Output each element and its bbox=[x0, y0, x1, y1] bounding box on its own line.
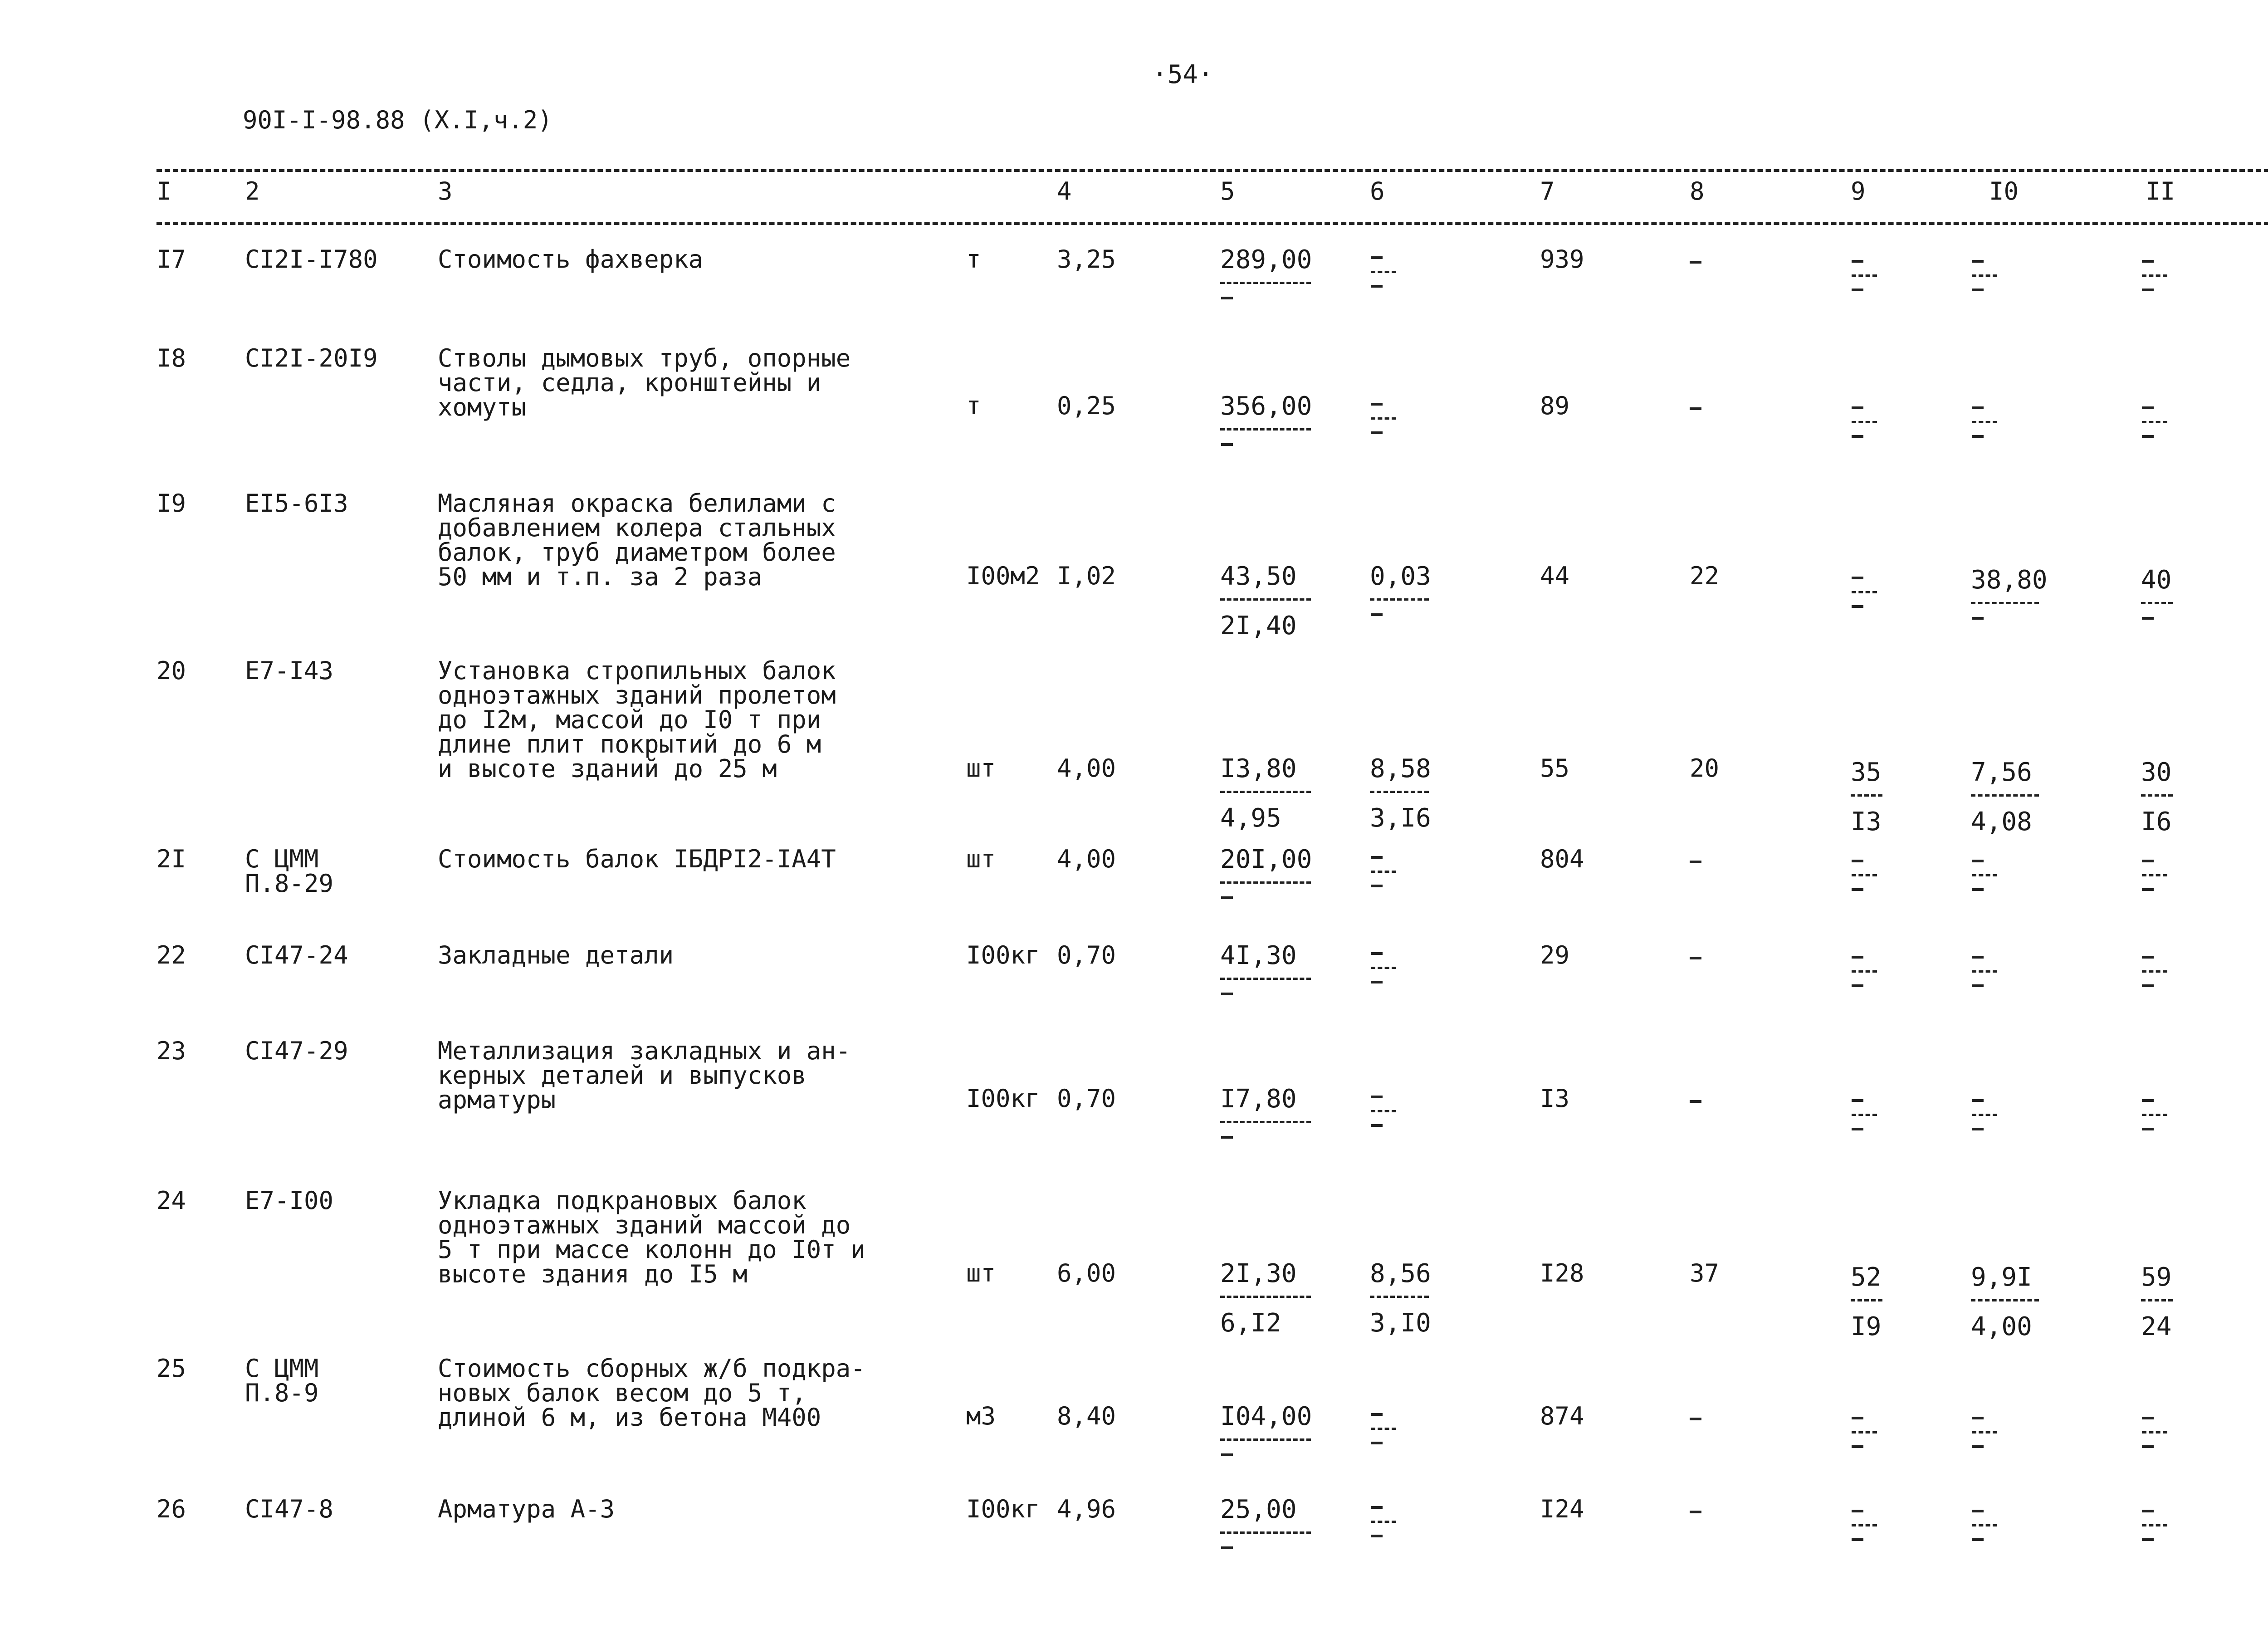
dash-bottom bbox=[1221, 1546, 1233, 1549]
fraction-c10 bbox=[1971, 760, 2039, 835]
fraction-bar bbox=[1972, 874, 1997, 876]
row-number: 2I bbox=[156, 845, 186, 873]
fraction-c10 bbox=[1971, 851, 2039, 891]
row-unit: I00кг bbox=[966, 941, 1040, 969]
col-header-5: 5 bbox=[1220, 177, 1235, 205]
fraction-c6 bbox=[1370, 847, 1429, 887]
fraction-c9 bbox=[1851, 1408, 1882, 1448]
value-bottom: I6 bbox=[2141, 807, 2172, 837]
dash-bottom bbox=[2142, 1538, 2154, 1541]
fraction-c5 bbox=[1220, 1497, 1311, 1549]
fraction-bar bbox=[1371, 1110, 1396, 1112]
value-top: 43,50 bbox=[1220, 562, 1297, 591]
dash-top bbox=[1371, 856, 1383, 859]
row-unit: шт bbox=[966, 754, 996, 783]
dash-bottom bbox=[1972, 984, 1984, 987]
fraction-c5 bbox=[1220, 247, 1311, 299]
fraction-bar bbox=[1971, 794, 2039, 797]
fraction-c10 bbox=[1971, 397, 2039, 438]
fraction-bar bbox=[1852, 874, 1877, 876]
row-col7: 874 bbox=[1540, 1402, 1584, 1430]
dash-bottom bbox=[1852, 1445, 1863, 1448]
dash-top bbox=[2142, 956, 2154, 959]
dash-top bbox=[1852, 1417, 1863, 1419]
fraction-c6 bbox=[1370, 1497, 1429, 1537]
row-code: CI47-24 bbox=[245, 941, 348, 969]
row-number: 23 bbox=[156, 1037, 186, 1065]
table-header-rule bbox=[156, 222, 2268, 225]
fraction-bar bbox=[1220, 791, 1311, 793]
value-top: 40 bbox=[2141, 565, 2172, 595]
fraction-c10 bbox=[1971, 947, 2039, 987]
fraction-c11 bbox=[2141, 251, 2173, 291]
dash-top bbox=[1371, 1096, 1383, 1098]
row-description: Стволы дымовых труб, опорные части, седла, кронштейны и хомуты bbox=[438, 344, 851, 421]
dash-bottom bbox=[1972, 1445, 1984, 1448]
dash-top bbox=[2142, 1099, 2154, 1102]
fraction-bar bbox=[1852, 274, 1877, 277]
value-bottom: 4,08 bbox=[1971, 807, 2032, 837]
fraction-c6 bbox=[1370, 394, 1429, 434]
row-col8: 37 bbox=[1690, 1259, 1720, 1287]
fraction-bar bbox=[1851, 794, 1882, 797]
dash-bottom bbox=[1972, 888, 1984, 891]
dash-bottom bbox=[1221, 993, 1233, 995]
fraction-bar bbox=[1852, 970, 1877, 973]
fraction-c6 bbox=[1370, 1404, 1429, 1444]
row-col7: 29 bbox=[1540, 941, 1570, 969]
value-top: 59 bbox=[2141, 1262, 2172, 1292]
fraction-c11 bbox=[2141, 947, 2173, 987]
fraction-c5 bbox=[1220, 564, 1311, 639]
row-quantity: 0,70 bbox=[1057, 1084, 1116, 1113]
value-top: I04,00 bbox=[1220, 1402, 1312, 1431]
fraction-c10 bbox=[1971, 565, 2048, 620]
value-top: I3,80 bbox=[1220, 754, 1297, 783]
row-number: 26 bbox=[156, 1495, 186, 1523]
fraction-c11 bbox=[2141, 851, 2173, 891]
dash-bottom bbox=[1371, 1124, 1383, 1127]
dash-top bbox=[1972, 1417, 1984, 1419]
fraction-bar bbox=[2141, 602, 2173, 604]
fraction-c5 bbox=[1220, 943, 1311, 995]
fraction-c11 bbox=[2141, 1408, 2173, 1448]
fraction-bar bbox=[1971, 1299, 2039, 1301]
value-bottom: 4,95 bbox=[1220, 803, 1281, 833]
dash-top bbox=[2142, 260, 2154, 263]
fraction-c10 bbox=[1971, 1090, 2039, 1130]
fraction-c5 bbox=[1220, 1261, 1311, 1336]
fraction-c9 bbox=[1851, 1090, 1882, 1130]
dash-bottom bbox=[2142, 984, 2154, 987]
dash-bottom bbox=[1371, 885, 1383, 887]
row-description: Установка стропильных балок одноэтажных зданий пролетом до I2м, массой до I0 т при длине плит покрытий до 6 м и высоте зданий до 25 м bbox=[438, 656, 836, 783]
dash-bottom bbox=[1221, 297, 1233, 299]
dash-top bbox=[1371, 403, 1383, 406]
row-quantity: 3,25 bbox=[1057, 245, 1116, 274]
row-unit: м3 bbox=[966, 1402, 996, 1430]
value-top: 7,56 bbox=[1971, 758, 2032, 787]
fraction-c9 bbox=[1851, 1262, 1882, 1341]
dash-bottom bbox=[1852, 289, 1863, 291]
fraction-bar bbox=[1972, 1431, 1997, 1433]
col-header-8: 8 bbox=[1690, 177, 1705, 205]
fraction-c11 bbox=[2141, 760, 2173, 835]
fraction-bar bbox=[1220, 1531, 1311, 1534]
dash-bottom bbox=[1972, 1538, 1984, 1541]
row-quantity: 4,96 bbox=[1057, 1495, 1116, 1523]
fraction-bar bbox=[1852, 1114, 1877, 1116]
dash-bottom bbox=[1371, 1442, 1383, 1444]
value-top: 8,56 bbox=[1370, 1259, 1431, 1288]
dash-bottom bbox=[1221, 1453, 1233, 1456]
row-col8-dash bbox=[1690, 1100, 1701, 1103]
value-top: 9,9I bbox=[1971, 1262, 2032, 1292]
row-code: CI47-29 bbox=[245, 1037, 348, 1065]
row-col7: 89 bbox=[1540, 391, 1570, 420]
fraction-bar bbox=[1220, 978, 1311, 980]
dash-bottom bbox=[1852, 984, 1863, 987]
row-unit: шт bbox=[966, 845, 996, 873]
fraction-c6 bbox=[1370, 1086, 1429, 1127]
row-code: EI5-6I3 bbox=[245, 489, 348, 518]
fraction-bar bbox=[1220, 1438, 1311, 1441]
dash-bottom bbox=[2142, 617, 2154, 620]
dash-bottom bbox=[1371, 285, 1383, 288]
fraction-c9 bbox=[1851, 251, 1882, 291]
row-description: Стоимость сборных ж/б подкра- новых балок весом до 5 т, длиной 6 м, из бетона М400 bbox=[438, 1354, 865, 1432]
page-number: ·54· bbox=[1152, 60, 1213, 89]
row-description: Стоимость фахверка bbox=[438, 245, 704, 274]
row-unit: I00м2 bbox=[966, 562, 1040, 590]
fraction-c6 bbox=[1370, 1261, 1429, 1336]
dash-top bbox=[1852, 1099, 1863, 1102]
fraction-bar bbox=[1220, 881, 1311, 884]
fraction-bar bbox=[2142, 1431, 2167, 1433]
value-top: 35 bbox=[1851, 758, 1882, 787]
dash-top bbox=[1852, 577, 1863, 579]
row-unit: I00кг bbox=[966, 1084, 1040, 1113]
fraction-c9 bbox=[1851, 397, 1882, 438]
value-top: 25,00 bbox=[1220, 1495, 1297, 1524]
row-description: Масляная окраска белилами с добавлением колера стальных балок, труб диаметром более 50 мм и т.п. за 2 раза bbox=[438, 489, 836, 591]
row-col8-dash bbox=[1690, 261, 1701, 264]
dash-bottom bbox=[1221, 443, 1233, 446]
value-top: 289,00 bbox=[1220, 245, 1312, 274]
fraction-bar bbox=[1371, 967, 1396, 969]
dash-bottom bbox=[2142, 888, 2154, 891]
row-code: CI2I-20I9 bbox=[245, 344, 378, 372]
row-quantity: I,02 bbox=[1057, 562, 1116, 590]
dash-top bbox=[1972, 1510, 1984, 1512]
row-col7: 804 bbox=[1540, 845, 1584, 873]
dash-top bbox=[1972, 260, 1984, 263]
fraction-c5 bbox=[1220, 756, 1311, 831]
dash-top bbox=[1371, 1413, 1383, 1416]
fraction-c11 bbox=[2141, 567, 2173, 620]
dash-bottom bbox=[1852, 435, 1863, 438]
dash-top bbox=[1371, 256, 1383, 259]
dash-bottom bbox=[2142, 435, 2154, 438]
dash-bottom bbox=[1221, 1136, 1233, 1139]
row-col7: I28 bbox=[1540, 1259, 1584, 1287]
table-top-rule bbox=[156, 169, 2268, 172]
fraction-bar bbox=[2141, 794, 2173, 797]
dash-bottom bbox=[1852, 605, 1863, 608]
fraction-bar bbox=[1371, 417, 1396, 420]
row-unit: I00кг bbox=[966, 1495, 1040, 1523]
col-header-1: I bbox=[156, 177, 171, 205]
dash-bottom bbox=[1371, 613, 1383, 616]
value-bottom: 6,I2 bbox=[1220, 1308, 1281, 1338]
dash-top bbox=[2142, 860, 2154, 862]
value-bottom: 2I,40 bbox=[1220, 611, 1297, 641]
dash-top bbox=[2142, 1417, 2154, 1419]
fraction-c11 bbox=[2141, 1090, 2173, 1130]
dash-top bbox=[1852, 260, 1863, 263]
dash-bottom bbox=[1852, 1128, 1863, 1130]
fraction-bar bbox=[1971, 602, 2039, 604]
fraction-bar bbox=[1972, 1114, 1997, 1116]
dash-top bbox=[1371, 1506, 1383, 1509]
row-unit: шт bbox=[966, 1259, 996, 1287]
fraction-bar bbox=[1972, 970, 1997, 973]
row-col7: 55 bbox=[1540, 754, 1570, 783]
fraction-bar bbox=[2142, 421, 2167, 423]
fraction-bar bbox=[1852, 1431, 1877, 1433]
value-bottom: I3 bbox=[1851, 807, 1882, 837]
row-unit: т bbox=[966, 245, 981, 274]
value-top: I7,80 bbox=[1220, 1084, 1297, 1114]
dash-bottom bbox=[1371, 981, 1383, 983]
row-col8-dash bbox=[1690, 1418, 1701, 1420]
row-col8-dash bbox=[1690, 957, 1701, 959]
fraction-c5 bbox=[1220, 1404, 1311, 1456]
fraction-bar bbox=[1972, 1524, 1997, 1526]
row-number: 20 bbox=[156, 656, 186, 685]
fraction-c6 bbox=[1370, 247, 1429, 288]
col-header-2: 2 bbox=[245, 177, 260, 205]
row-code: CI2I-I780 bbox=[245, 245, 378, 274]
fraction-c6 bbox=[1370, 756, 1429, 831]
dash-bottom bbox=[1972, 289, 1984, 291]
row-quantity: 4,00 bbox=[1057, 754, 1116, 783]
dash-bottom bbox=[1221, 896, 1233, 899]
fraction-bar bbox=[1220, 1121, 1311, 1123]
value-top: 52 bbox=[1851, 1262, 1882, 1292]
fraction-c9 bbox=[1851, 760, 1882, 835]
value-bottom: 3,I0 bbox=[1370, 1308, 1431, 1338]
dash-bottom bbox=[1972, 1128, 1984, 1130]
row-quantity: 4,00 bbox=[1057, 845, 1116, 873]
fraction-c10 bbox=[1971, 1501, 2039, 1541]
row-number: I9 bbox=[156, 489, 186, 518]
row-col8-dash bbox=[1690, 861, 1701, 863]
col-header-6: 6 bbox=[1370, 177, 1385, 205]
dash-top bbox=[1972, 1099, 1984, 1102]
col-header-3: 3 bbox=[438, 177, 453, 205]
row-description: Арматура А-3 bbox=[438, 1495, 615, 1523]
col-header-4: 4 bbox=[1057, 177, 1072, 205]
fraction-bar bbox=[2142, 274, 2167, 277]
value-top: 2I,30 bbox=[1220, 1259, 1297, 1288]
col-header-7: 7 bbox=[1540, 177, 1555, 205]
value-top: 20I,00 bbox=[1220, 845, 1312, 874]
fraction-bar bbox=[1220, 598, 1311, 601]
fraction-bar bbox=[2142, 874, 2167, 876]
dash-top bbox=[1972, 860, 1984, 862]
fraction-c5 bbox=[1220, 1086, 1311, 1139]
fraction-bar bbox=[1851, 1299, 1882, 1301]
fraction-bar bbox=[1371, 1428, 1396, 1430]
fraction-bar bbox=[2141, 1299, 2173, 1301]
value-bottom: 3,I6 bbox=[1370, 803, 1431, 833]
dash-top bbox=[1852, 860, 1863, 862]
fraction-bar bbox=[1220, 282, 1311, 284]
row-description: Стоимость балок IБДРI2-IA4Т bbox=[438, 845, 836, 873]
value-top: 0,03 bbox=[1370, 562, 1431, 591]
fraction-bar bbox=[1220, 428, 1311, 431]
fraction-c9 bbox=[1851, 567, 1882, 608]
row-description: Металлизация закладных и ан- керных деталей и выпусков арматуры bbox=[438, 1037, 851, 1114]
fraction-c5 bbox=[1220, 391, 1312, 446]
value-top: 356,00 bbox=[1220, 391, 1312, 421]
row-quantity: 0,25 bbox=[1057, 391, 1116, 420]
document-code: 90I-I-98.88 (X.I,ч.2) bbox=[243, 106, 552, 134]
dash-top bbox=[2142, 1510, 2154, 1512]
fraction-bar bbox=[2142, 1114, 2167, 1116]
fraction-c10 bbox=[1971, 1408, 2039, 1448]
row-number: 24 bbox=[156, 1186, 186, 1215]
value-bottom: I9 bbox=[1851, 1312, 1882, 1341]
fraction-c9 bbox=[1851, 851, 1882, 891]
row-code: CI47-8 bbox=[245, 1495, 334, 1523]
fraction-bar bbox=[1370, 791, 1429, 793]
fraction-c11 bbox=[2141, 397, 2173, 438]
dash-top bbox=[1972, 956, 1984, 959]
fraction-c5 bbox=[1220, 847, 1311, 899]
row-number: 22 bbox=[156, 941, 186, 969]
fraction-bar bbox=[1220, 1296, 1311, 1298]
dash-top bbox=[2142, 406, 2154, 409]
fraction-c10 bbox=[1971, 1262, 2039, 1341]
dash-bottom bbox=[1972, 617, 1984, 620]
row-col7: 44 bbox=[1540, 562, 1570, 590]
row-code: E7-I43 bbox=[245, 656, 334, 685]
dash-top bbox=[1972, 406, 1984, 409]
fraction-c9 bbox=[1851, 947, 1882, 987]
dash-bottom bbox=[1852, 888, 1863, 891]
fraction-bar bbox=[1852, 591, 1877, 593]
row-code: С ЦММ П.8-29 bbox=[245, 845, 334, 898]
dash-bottom bbox=[2142, 1445, 2154, 1448]
dash-bottom bbox=[1371, 431, 1383, 434]
value-bottom: 24 bbox=[2141, 1312, 2172, 1341]
row-number: 25 bbox=[156, 1354, 186, 1383]
value-top: 4I,30 bbox=[1220, 941, 1297, 970]
fraction-bar bbox=[1972, 274, 1997, 277]
fraction-c11 bbox=[2141, 1262, 2173, 1341]
row-number: I7 bbox=[156, 245, 186, 274]
row-number: I8 bbox=[156, 344, 186, 372]
dash-bottom bbox=[2142, 1128, 2154, 1130]
row-unit: т bbox=[966, 391, 981, 420]
fraction-bar bbox=[1852, 421, 1877, 423]
col-header-11: II bbox=[2146, 177, 2175, 205]
row-col8-dash bbox=[1690, 1511, 1701, 1513]
dash-bottom bbox=[1371, 1535, 1383, 1537]
row-col7: I3 bbox=[1540, 1084, 1570, 1113]
row-quantity: 8,40 bbox=[1057, 1402, 1116, 1430]
dash-top bbox=[1852, 406, 1863, 409]
row-col8: 22 bbox=[1690, 562, 1720, 590]
fraction-c6 bbox=[1370, 564, 1429, 616]
fraction-c11 bbox=[2141, 1501, 2173, 1541]
fraction-bar bbox=[1371, 271, 1396, 273]
dash-top bbox=[1852, 1510, 1863, 1512]
dash-bottom bbox=[1852, 1538, 1863, 1541]
row-code: С ЦММ П.8-9 bbox=[245, 1354, 319, 1407]
row-col7: I24 bbox=[1540, 1495, 1584, 1523]
fraction-bar bbox=[1371, 871, 1396, 873]
row-quantity: 0,70 bbox=[1057, 941, 1116, 969]
col-header-9: 9 bbox=[1851, 177, 1866, 205]
fraction-bar bbox=[2142, 970, 2167, 973]
fraction-c10 bbox=[1971, 251, 2039, 291]
col-header-10: I0 bbox=[1989, 177, 2019, 205]
dash-top bbox=[1371, 952, 1383, 955]
value-bottom: 4,00 bbox=[1971, 1312, 2032, 1341]
value-top: 8,58 bbox=[1370, 754, 1431, 783]
value-top: 30 bbox=[2141, 758, 2172, 787]
fraction-bar bbox=[1370, 598, 1429, 601]
row-code: E7-I00 bbox=[245, 1186, 334, 1215]
dash-bottom bbox=[1972, 435, 1984, 438]
fraction-bar bbox=[2142, 1524, 2167, 1526]
row-description: Закладные детали bbox=[438, 941, 674, 969]
dash-bottom bbox=[2142, 289, 2154, 291]
fraction-c6 bbox=[1370, 943, 1429, 983]
row-col7: 939 bbox=[1540, 245, 1584, 274]
row-col8-dash bbox=[1690, 407, 1701, 410]
fraction-bar bbox=[1371, 1521, 1396, 1523]
row-col8: 20 bbox=[1690, 754, 1720, 783]
value-top: 38,80 bbox=[1971, 565, 2048, 595]
fraction-c9 bbox=[1851, 1501, 1882, 1541]
row-quantity: 6,00 bbox=[1057, 1259, 1116, 1287]
row-description: Укладка подкрановых балок одноэтажных зданий массой до 5 т при массе колонн до I0т и высоте здания до I5 м bbox=[438, 1186, 865, 1288]
fraction-bar bbox=[1370, 1296, 1429, 1298]
dash-top bbox=[1852, 956, 1863, 959]
fraction-bar bbox=[1852, 1524, 1877, 1526]
fraction-bar bbox=[1972, 421, 1997, 423]
